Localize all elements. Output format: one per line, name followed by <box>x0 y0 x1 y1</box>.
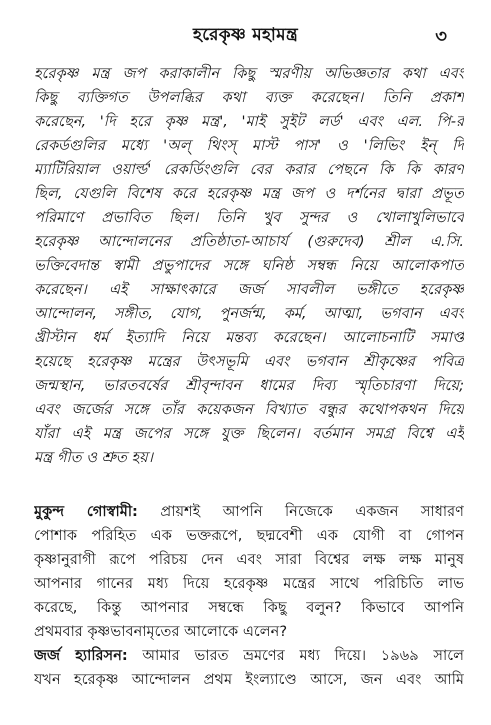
intro-line: করেছেন। এই সাক্ষাৎকারে জর্জ সাবলীল ভঙ্গীতে হরেকৃষ্ণ <box>34 281 464 298</box>
dialogue-line: প্রথমবার কৃষ্ণভাবনামৃতের আলোকে এলেন? <box>34 623 288 640</box>
dialogue-text: আমার ভারত ভ্রমণের মধ্য দিয়ে। ১৯৬৯ সালে <box>142 647 464 664</box>
speaker-name: জর্জ হ্যারিসন: <box>34 647 128 664</box>
dialogue-line: পোশাক পরিহিত এক ভক্তরূপে, ছদ্মবেশী এক যোগী বা গোপন <box>34 527 464 544</box>
interview-dialogue <box>34 500 464 692</box>
dialogue-text: প্রায়শই আপনি নিজেকে একজন সাধারণ <box>160 503 464 520</box>
dialogue-line <box>34 500 464 524</box>
intro-line: ম্যাটিরিয়াল ওয়ার্ল্ড' রেকর্ডিংগুলি বের করার পেছনে কি কি কারণ <box>34 161 464 178</box>
speaker-name: মুকুন্দ গোস্বামী: <box>34 503 138 520</box>
intro-line: করেছেন, 'দি হরে কৃষ্ণ মন্ত্র', 'মাই সুইট লর্ড' এবং এল. পি-র <box>34 113 464 130</box>
intro-paragraph <box>34 62 464 470</box>
intro-line: পরিমাণে প্রভাবিত ছিল। তিনি খুব সুন্দর ও খোলাখুলিভাবে <box>34 209 464 226</box>
page-number: ৩ <box>435 26 447 47</box>
intro-line: হরেকৃষ্ণ আন্দোলনের প্রতিষ্ঠাতা-আচার্য (গুরুদেব) শ্রীল এ.সি. <box>34 233 464 250</box>
intro-line: জন্মস্থান, ভারতবর্ষের শ্রীবৃন্দাবন ধামের দিব্য স্মৃতিচারণা দিয়ে; <box>34 377 464 394</box>
intro-line: হয়েছে হরেকৃষ্ণ মন্ত্রের উৎসভূমি এবং ভগবান শ্রীকৃষ্ণের পবিত্র <box>34 353 464 370</box>
dialogue-line: কৃষ্ণানুরাগী রূপে পরিচয় দেন এবং সারা বিশ্বের লক্ষ লক্ষ মানুষ <box>34 551 464 568</box>
intro-line: ভক্তিবেদান্ত স্বামী প্রভুপাদের সঙ্গে ঘনিষ্ঠ সম্বন্ধ নিয়ে আলোকপাত <box>34 257 464 274</box>
intro-line: আন্দোলন, সঙ্গীত, যোগ, পুনর্জন্ম, কর্ম, আত্মা, ভগবান এবং <box>34 305 464 322</box>
intro-line: যাঁরা এই মন্ত্র জপের সঙ্গে যুক্ত ছিলেন। বর্তমান সমগ্র বিশ্বে এই <box>34 425 464 442</box>
intro-line: হরেকৃষ্ণ মন্ত্র জপ করাকালীন কিছু স্মরণীয় অভিজ্ঞতার কথা এবং <box>34 65 464 82</box>
page-header <box>0 22 491 46</box>
intro-line: মন্ত্র গীত ও শ্রুত হয়। <box>34 449 153 466</box>
dialogue-line: যখন হরেকৃষ্ণ আন্দোলন প্রথম ইংল্যাণ্ডে আসে, জন এবং আমি <box>34 671 464 688</box>
intro-line: কিছু ব্যক্তিগত উপলব্ধির কথা ব্যক্ত করেছেন। তিনি প্রকাশ <box>34 89 464 106</box>
intro-line: এবং জর্জের সঙ্গে তাঁর কয়েকজন বিখ্যাত বন্ধুর কথোপকথন দিয়ে <box>34 401 464 418</box>
dialogue-line: আপনার গানের মধ্য দিয়ে হরেকৃষ্ণ মন্ত্রের সাথে পরিচিতি লাভ <box>34 575 464 592</box>
dialogue-line <box>34 644 464 668</box>
running-head-title: হরেকৃষ্ণ মহামন্ত্র <box>193 25 298 45</box>
intro-line: খ্রীস্টান ধর্ম ইত্যাদি নিয়ে মন্তব্য করেছেন। আলোচনাটি সমাপ্ত <box>34 329 464 346</box>
dialogue-line: করেছে, কিন্তু আপনার সম্বন্ধে কিছু বলুন? কিভাবে আপনি <box>34 599 464 616</box>
intro-line: রেকর্ডগুলির মধ্যে 'অল্ থিংস্ মাস্ট পাস' ও 'লিভিং ইন্ দি <box>34 137 464 154</box>
intro-line: ছিল, যেগুলি বিশেষ করে হরেকৃষ্ণ মন্ত্র জপ ও দর্শনের দ্বারা প্রভূত <box>34 185 464 202</box>
